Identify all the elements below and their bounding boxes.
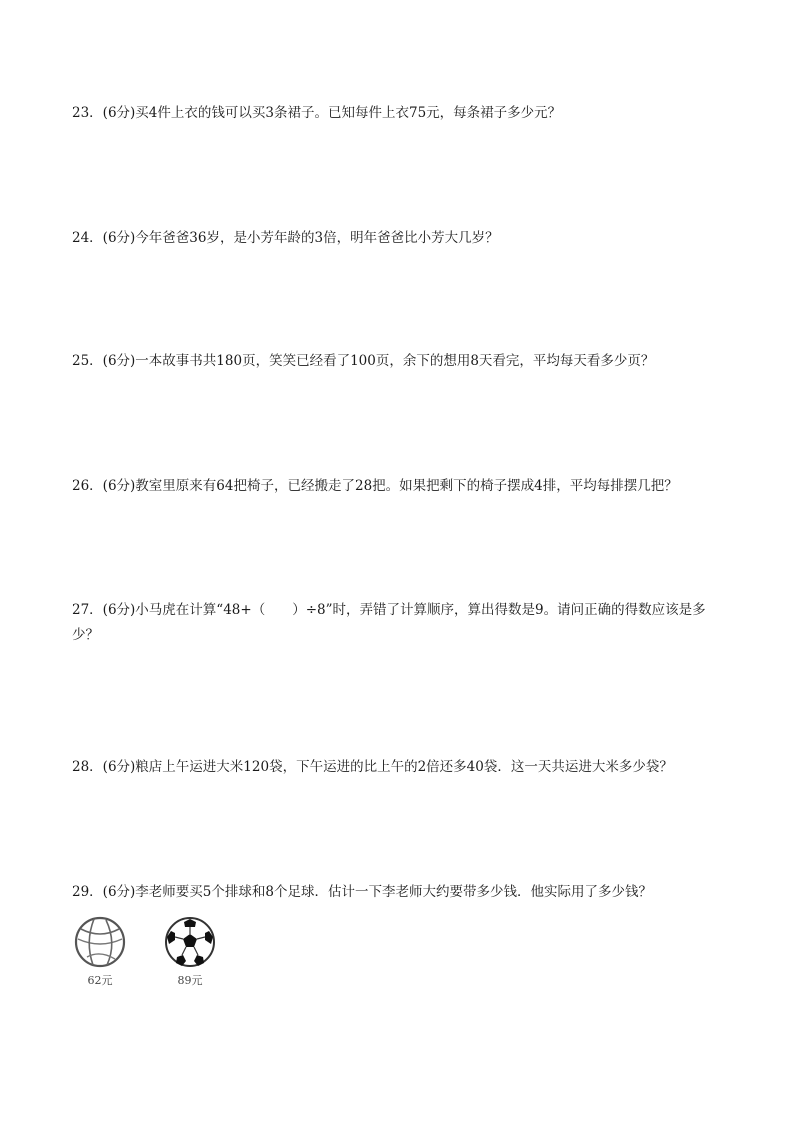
soccer-ball-price: 89元 (177, 974, 203, 987)
question-text: 25．(6分)一本故事书共180页，笑笑已经看了100页，余下的想用8天看完，平均每天看多少页？ (72, 353, 655, 369)
volleyball-icon (73, 915, 127, 969)
question-23 (72, 101, 722, 126)
question-27 (72, 598, 722, 648)
question-28 (72, 755, 722, 780)
question-text: 28．(6分)粮店上午运进大米120袋，下午运进的比上午的2倍还多40袋．这一天共运进大米多少袋？ (72, 759, 673, 775)
volleyball-item (70, 915, 130, 988)
question-24 (72, 226, 722, 251)
volleyball-price: 62元 (87, 974, 113, 987)
question-25 (72, 349, 722, 374)
question-text: 24．(6分)今年爸爸36岁，是小芳年龄的3倍，明年爸爸比小芳大几岁？ (72, 230, 499, 246)
question-text: 26．(6分)教室里原来有64把椅子，已经搬走了28把。如果把剩下的椅子摆成4排，平均每排摆几把？ (72, 478, 678, 494)
question-29 (72, 880, 722, 905)
question-text: 29．(6分)李老师要买5个排球和8个足球．估计一下李老师大约要带多少钱．他实际用了多少钱？ (72, 884, 652, 900)
question-26 (72, 474, 722, 499)
question-text: 27．(6分)小马虎在计算“48+（ ）÷8”时，弄错了计算顺序，算出得数是9。请问正确的得数应该是多少？ (72, 602, 706, 643)
soccer-ball-item (160, 915, 220, 988)
question-text: 23．(6分)买4件上衣的钱可以买3条裙子。已知每件上衣75元，每条裙子多少元？ (72, 105, 562, 121)
soccer-ball-icon (163, 915, 217, 969)
